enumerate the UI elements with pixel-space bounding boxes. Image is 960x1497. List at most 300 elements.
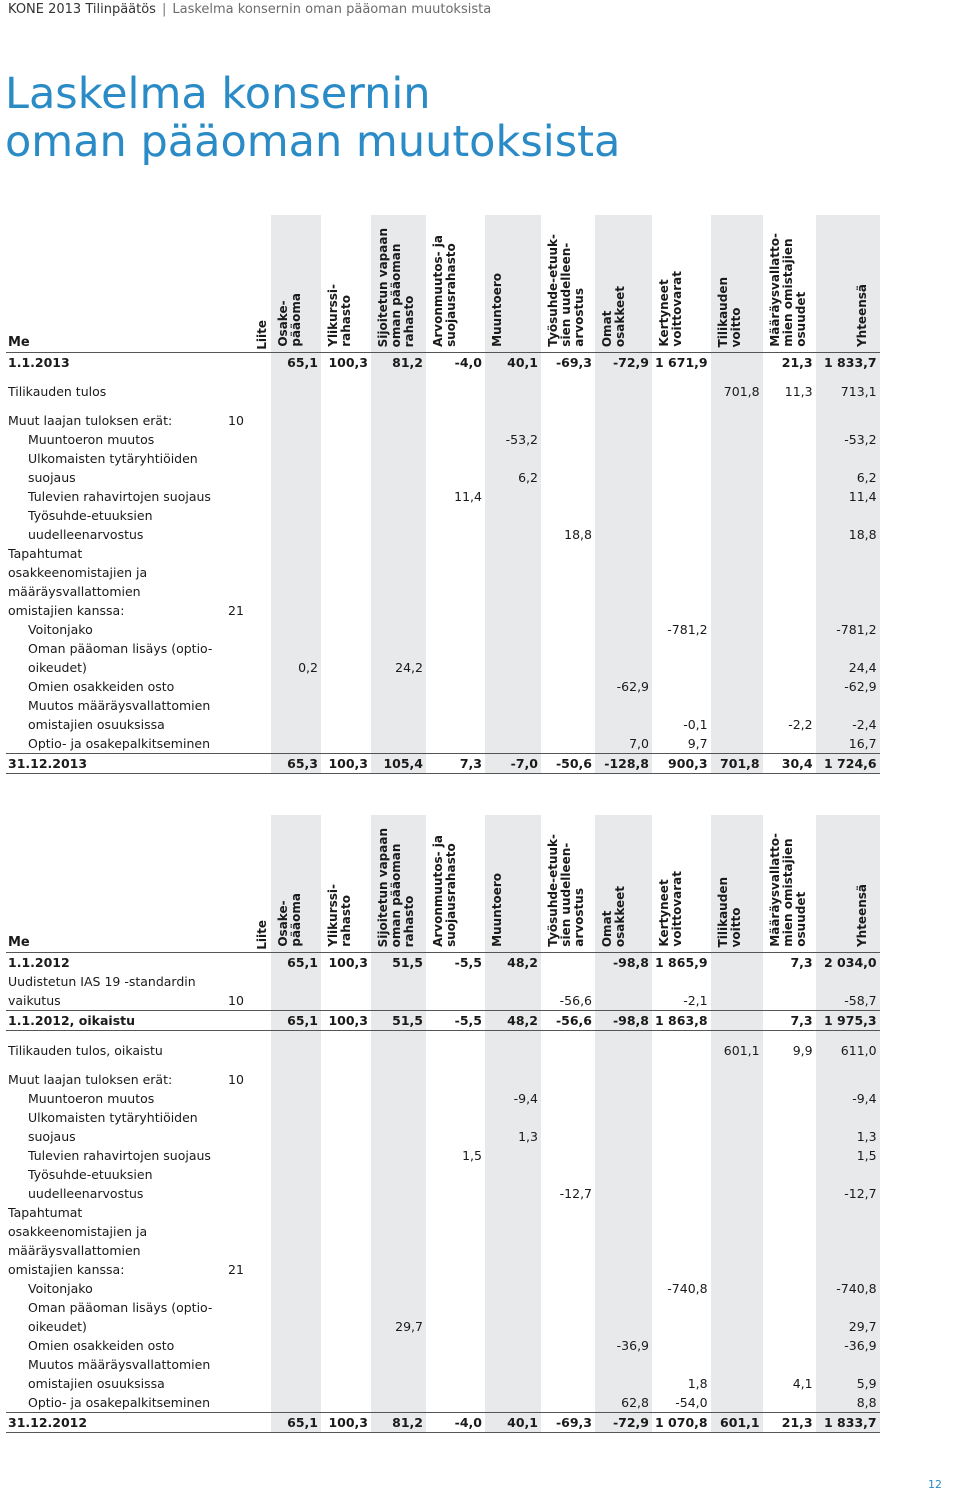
value-cell-tyosuhde: -69,3 [541, 353, 595, 373]
value-cell-kertyneet [652, 1298, 711, 1336]
value-cell-ylikurssi: 100,3 [321, 1413, 371, 1433]
value-cell-ylikurssi [321, 487, 371, 506]
spacer-cell [816, 1031, 880, 1042]
value-cell-arvonmuutos: 1,5 [462, 1148, 482, 1163]
spacer-cell [6, 372, 271, 382]
header-doc-title: KONE 2013 Tilinpäätös [8, 2, 156, 17]
spacer-cell [816, 372, 880, 382]
column-header-tilikauden-text: Tilikauden voitto [715, 276, 743, 347]
value-cell-yhteensa: 713,1 [816, 382, 880, 401]
spacer-cell [485, 1031, 541, 1042]
row-label-cell [6, 1041, 271, 1060]
value-cell-arvonmuutos [426, 620, 485, 639]
value-cell-arvonmuutos [426, 734, 485, 754]
value-cell-kertyneet [652, 1070, 711, 1089]
value-cell-arvonmuutos [426, 506, 485, 544]
value-cell-arvonmuutos: -4,0 [426, 353, 485, 373]
value-cell-muuntoero [485, 1279, 541, 1298]
table-row [6, 382, 880, 401]
value-cell-omat [595, 1070, 652, 1089]
value-cell-muuntoero [485, 1298, 541, 1336]
spacer-cell [652, 1060, 711, 1070]
table-row [6, 1298, 880, 1336]
spacer-cell [595, 401, 652, 411]
value-cell-ylikurssi [321, 1089, 371, 1108]
value-cell-tyosuhde [541, 1298, 595, 1336]
row-liite: 10 [228, 993, 244, 1008]
value-cell-tilikauden [711, 734, 763, 754]
value-cell-arvonmuutos: 11,4 [454, 489, 482, 504]
spacer-cell [321, 1031, 371, 1042]
value-cell-tilikauden [711, 1108, 763, 1146]
spacer-cell [816, 401, 880, 411]
row-label-cell [6, 506, 271, 544]
value-cell-muuntoero [485, 677, 541, 696]
value-cell-muuntoero [485, 1146, 541, 1165]
value-cell-kertyneet [652, 1108, 711, 1146]
column-header-yhteensa-text: Yhteensä [854, 883, 869, 947]
value-cell-muuntoero: 48,2 [485, 953, 541, 973]
value-cell-yhteensa [816, 544, 880, 620]
value-cell-yhteensa: -740,8 [816, 1279, 880, 1298]
value-cell-omat: -98,8 [595, 953, 652, 973]
value-cell-tilikauden: 701,8 [711, 382, 763, 401]
value-cell-tyosuhde [541, 487, 595, 506]
value-cell-muuntoero [485, 544, 541, 620]
value-cell-muuntoero [485, 1336, 541, 1355]
table-row [6, 734, 880, 754]
row-label-cell [6, 1165, 271, 1203]
spacer-cell [711, 1060, 763, 1070]
value-cell-maaraysvallattomien: 21,3 [763, 1413, 816, 1433]
row-label-cell [6, 1146, 271, 1165]
spacer-cell [271, 401, 321, 411]
row-label-cell [6, 353, 271, 373]
row-label: Muut laajan tuloksen erät: [8, 1072, 173, 1087]
column-header-tyosuhde [541, 215, 595, 353]
value-cell-muuntoero [485, 734, 541, 754]
column-header-ylikurssi [321, 215, 371, 353]
value-cell-arvonmuutos [426, 430, 485, 449]
value-cell-muuntoero [485, 620, 541, 639]
value-cell-sijoitetun [371, 411, 426, 430]
spacer-cell [426, 1060, 485, 1070]
value-cell-arvonmuutos [426, 972, 485, 1011]
value-cell-sijoitetun [371, 487, 426, 506]
value-cell-kertyneet [652, 1336, 711, 1355]
row-label: Muut laajan tuloksen erät: [8, 413, 173, 428]
value-cell-osake [271, 734, 321, 754]
value-cell-kertyneet: -0,1 [683, 717, 708, 732]
value-cell-yhteensa: 1 975,3 [816, 1011, 880, 1031]
column-header-ylikurssi [321, 815, 371, 953]
value-cell-tyosuhde [541, 449, 595, 487]
spacer-cell [711, 372, 763, 382]
row-label: Uudistetun IAS 19 -standardin vaikutus [8, 974, 196, 1008]
value-cell-yhteensa [816, 1203, 880, 1279]
value-cell-muuntoero [485, 487, 541, 506]
value-cell-muuntoero [485, 1355, 541, 1393]
value-cell-tilikauden [711, 506, 763, 544]
table-row [6, 1355, 880, 1393]
value-cell-omat [595, 1165, 652, 1203]
value-cell-sijoitetun: 24,2 [371, 639, 426, 677]
value-cell-tilikauden [711, 677, 763, 696]
value-cell-tilikauden [711, 1165, 763, 1203]
value-cell-kertyneet [652, 449, 711, 487]
row-label-cell [6, 620, 271, 639]
value-cell-maaraysvallattomien [763, 1089, 816, 1108]
value-cell-arvonmuutos [426, 449, 485, 487]
value-cell-tilikauden [711, 1336, 763, 1355]
spacer-cell [711, 401, 763, 411]
row-label: Voitonjako [28, 1281, 93, 1296]
value-cell-muuntoero [485, 1041, 541, 1060]
value-cell-omat: -72,9 [595, 353, 652, 373]
value-cell-osake: 65,1 [271, 1413, 321, 1433]
value-cell-kertyneet: 1 865,9 [652, 953, 711, 973]
value-cell-osake [271, 1203, 321, 1279]
spacer-cell [6, 401, 271, 411]
value-cell-ylikurssi [321, 972, 371, 1011]
value-cell-arvonmuutos [426, 1336, 485, 1355]
value-cell-arvonmuutos: -5,5 [426, 1011, 485, 1031]
row-label: Tapahtumat osakkeenomistajien ja määräysvallattomien omistajien kanssa: [8, 546, 148, 618]
value-cell-arvonmuutos [426, 411, 485, 430]
value-cell-maaraysvallattomien [763, 449, 816, 487]
table-row [6, 696, 880, 734]
row-label: Muuntoeron muutos [28, 432, 155, 447]
value-cell-sijoitetun: 81,2 [371, 353, 426, 373]
value-cell-omat [595, 544, 652, 620]
value-cell-yhteensa: 5,9 [816, 1355, 880, 1393]
column-header-tilikauden [711, 815, 763, 953]
table-row [6, 1393, 880, 1413]
value-cell-sijoitetun [371, 1393, 426, 1413]
value-cell-yhteensa: -53,2 [816, 430, 880, 449]
value-cell-sijoitetun [371, 1041, 426, 1060]
value-cell-tilikauden [711, 972, 763, 1011]
value-cell-osake [271, 506, 321, 544]
value-cell-tyosuhde [541, 639, 595, 677]
column-header-sijoitetun [371, 815, 426, 953]
value-cell-muuntoero [485, 1393, 541, 1413]
value-cell-sijoitetun: 81,2 [371, 1413, 426, 1433]
column-header-omat [595, 215, 652, 353]
value-cell-maaraysvallattomien: 30,4 [763, 754, 816, 774]
row-label: Tilikauden tulos [8, 384, 107, 399]
value-cell-yhteensa: -36,9 [816, 1336, 880, 1355]
spacer-cell [6, 1031, 271, 1042]
value-cell-maaraysvallattomien [763, 1336, 816, 1355]
table-row [6, 1070, 880, 1089]
row-label-cell [6, 1203, 271, 1279]
value-cell-muuntoero: 48,2 [485, 1011, 541, 1031]
value-cell-tyosuhde [541, 1279, 595, 1298]
value-cell-sijoitetun [371, 1089, 426, 1108]
value-cell-omat [595, 639, 652, 677]
spacer-cell [541, 401, 595, 411]
row-label: 31.12.2012 [8, 1415, 88, 1430]
column-header-osake-text: Osake- pääoma [276, 293, 303, 347]
value-cell-tyosuhde [541, 1146, 595, 1165]
value-cell-arvonmuutos: -4,0 [426, 1413, 485, 1433]
value-cell-osake [271, 487, 321, 506]
table-row [6, 972, 880, 1011]
value-cell-arvonmuutos [426, 382, 485, 401]
value-cell-muuntoero [485, 696, 541, 734]
table-row [6, 1146, 880, 1165]
value-cell-maaraysvallattomien [763, 1165, 816, 1203]
value-cell-ylikurssi [321, 1279, 371, 1298]
value-cell-omat: 7,0 [595, 734, 652, 754]
value-cell-tyosuhde [541, 1108, 595, 1146]
column-header-kertyneet [652, 215, 711, 353]
value-cell-omat [595, 1279, 652, 1298]
value-cell-osake: 65,1 [271, 1011, 321, 1031]
value-cell-tyosuhde: -50,6 [541, 754, 595, 774]
row-label-cell [6, 487, 271, 506]
column-header-maaraysvallattomien [763, 815, 816, 953]
value-cell-arvonmuutos [426, 1393, 485, 1413]
column-header-sijoitetun [371, 215, 426, 353]
value-cell-yhteensa: -781,2 [816, 620, 880, 639]
row-label-cell [6, 1298, 271, 1336]
value-cell-maaraysvallattomien: -2,2 [788, 717, 813, 732]
value-cell-kertyneet: 900,3 [652, 754, 711, 774]
value-cell-muuntoero: -53,2 [485, 430, 541, 449]
column-header-liite: Liite [255, 920, 269, 950]
table-row [6, 1336, 880, 1355]
column-header-arvonmuutos [426, 215, 485, 353]
table-row [6, 953, 880, 973]
value-cell-tyosuhde [541, 677, 595, 696]
value-cell-tilikauden [711, 1298, 763, 1336]
table-row [6, 1089, 880, 1108]
page-title-line-1: Laskelma konsernin [5, 69, 431, 119]
value-cell-osake [271, 1070, 321, 1089]
value-cell-tilikauden [711, 1146, 763, 1165]
row-liite: 10 [228, 1072, 244, 1087]
column-header-maaraysvallattomien-text: Määräysvallatto- mien omistajien osuudet [767, 233, 808, 347]
spacer-cell [485, 1060, 541, 1070]
value-cell-maaraysvallattomien: 11,3 [784, 384, 813, 399]
value-cell-omat [595, 1041, 652, 1060]
row-label-cell [6, 1393, 271, 1413]
value-cell-sijoitetun [371, 1070, 426, 1089]
value-cell-kertyneet: 1 070,8 [652, 1413, 711, 1433]
value-cell-sijoitetun [371, 1279, 426, 1298]
value-cell-sijoitetun [371, 1336, 426, 1355]
value-cell-ylikurssi [321, 449, 371, 487]
value-cell-kertyneet [652, 411, 711, 430]
row-label-cell [6, 1011, 271, 1031]
value-cell-yhteensa: 16,7 [816, 734, 880, 754]
value-cell-maaraysvallattomien [763, 544, 816, 620]
value-cell-yhteensa: 29,7 [816, 1298, 880, 1336]
value-cell-omat [595, 1146, 652, 1165]
spacer-cell [763, 401, 816, 411]
spacer-cell [595, 1031, 652, 1042]
value-cell-kertyneet [652, 506, 711, 544]
value-cell-osake: 0,2 [271, 639, 321, 677]
column-header-omat-text: Omat osakkeet [600, 285, 627, 347]
value-cell-ylikurssi [321, 734, 371, 754]
table-row [6, 544, 880, 620]
value-cell-maaraysvallattomien [763, 639, 816, 677]
value-cell-ylikurssi [321, 1070, 371, 1089]
table-row [6, 639, 880, 677]
value-cell-sijoitetun [371, 506, 426, 544]
value-cell-omat [595, 972, 652, 1011]
value-cell-ylikurssi [321, 1203, 371, 1279]
value-cell-sijoitetun [371, 430, 426, 449]
column-header-sijoitetun-text: Sijoitetun vapaan oman pääoman rahasto [376, 827, 416, 947]
value-cell-tyosuhde [541, 696, 595, 734]
value-cell-kertyneet [652, 430, 711, 449]
row-label-cell [6, 1413, 271, 1433]
column-header-omat-text: Omat osakkeet [600, 885, 627, 947]
column-header-osake [271, 815, 321, 953]
value-cell-tyosuhde [541, 1070, 595, 1089]
table-row [6, 1041, 880, 1060]
value-cell-tilikauden [711, 696, 763, 734]
column-header-arvonmuutos-text: Arvonmuutos- ja suojausrahasto [431, 235, 458, 347]
document-header [8, 2, 491, 17]
value-cell-tilikauden [711, 620, 763, 639]
value-cell-kertyneet [652, 677, 711, 696]
spacer-row [6, 401, 880, 411]
value-cell-tilikauden: 701,8 [711, 754, 763, 774]
value-cell-osake [271, 1165, 321, 1203]
row-liite: 10 [228, 413, 244, 428]
value-cell-sijoitetun [371, 620, 426, 639]
value-cell-arvonmuutos [426, 1165, 485, 1203]
row-label-cell [6, 734, 271, 754]
row-label: Optio- ja osakepalkitseminen [28, 736, 210, 751]
value-cell-tilikauden [711, 430, 763, 449]
value-cell-arvonmuutos [426, 1089, 485, 1108]
value-cell-sijoitetun [371, 1165, 426, 1203]
value-cell-yhteensa: 2 034,0 [816, 953, 880, 973]
value-cell-muuntoero [485, 639, 541, 677]
value-cell-muuntoero: 40,1 [485, 1413, 541, 1433]
column-header-arvonmuutos [426, 815, 485, 953]
spacer-row [6, 1031, 880, 1042]
value-cell-ylikurssi: 100,3 [321, 353, 371, 373]
value-cell-ylikurssi: 100,3 [321, 953, 371, 973]
value-cell-ylikurssi [321, 677, 371, 696]
value-cell-osake [271, 411, 321, 430]
value-cell-ylikurssi [321, 1146, 371, 1165]
value-cell-osake [271, 696, 321, 734]
row-label: Ulkomaisten tytäryhtiöiden suojaus [28, 1110, 198, 1144]
value-cell-muuntoero [485, 1165, 541, 1203]
value-cell-kertyneet: 9,7 [687, 736, 708, 751]
spacer-cell [541, 1031, 595, 1042]
spacer-cell [541, 1060, 595, 1070]
value-cell-sijoitetun: 51,5 [371, 1011, 426, 1031]
value-cell-tilikauden [711, 544, 763, 620]
value-cell-omat [595, 506, 652, 544]
row-label: Tulevien rahavirtojen suojaus [28, 489, 211, 504]
value-cell-omat [595, 1089, 652, 1108]
value-cell-yhteensa: 1 833,7 [816, 1413, 880, 1433]
spacer-cell [763, 1060, 816, 1070]
table-row [6, 430, 880, 449]
spacer-cell [595, 372, 652, 382]
row-label-cell [6, 430, 271, 449]
value-cell-arvonmuutos [426, 696, 485, 734]
column-header-ylikurssi-text: Ylikurssi- rahasto [326, 284, 353, 347]
value-cell-osake [271, 382, 321, 401]
value-cell-osake: 65,1 [271, 353, 321, 373]
value-cell-maaraysvallattomien [763, 1393, 816, 1413]
row-label: Tilikauden tulos, oikaistu [8, 1043, 163, 1058]
value-cell-tyosuhde [541, 1089, 595, 1108]
value-cell-muuntoero [485, 1203, 541, 1279]
value-cell-maaraysvallattomien [763, 506, 816, 544]
value-cell-kertyneet [652, 1089, 711, 1108]
value-cell-tilikauden [711, 353, 763, 373]
value-cell-osake [271, 1279, 321, 1298]
value-cell-muuntoero [485, 382, 541, 401]
value-cell-kertyneet [652, 1146, 711, 1165]
value-cell-osake [271, 430, 321, 449]
value-cell-tyosuhde: -56,6 [559, 993, 592, 1008]
spacer-cell [371, 1060, 426, 1070]
row-label: Muuntoeron muutos [28, 1091, 155, 1106]
value-cell-arvonmuutos [426, 1298, 485, 1336]
value-cell-muuntoero: -7,0 [485, 754, 541, 774]
value-cell-arvonmuutos [426, 677, 485, 696]
row-label-cell [6, 953, 271, 973]
value-cell-omat [595, 411, 652, 430]
value-cell-omat [595, 430, 652, 449]
value-cell-arvonmuutos: 7,3 [426, 754, 485, 774]
value-cell-muuntoero [485, 1070, 541, 1089]
value-cell-kertyneet [652, 1203, 711, 1279]
table-row [6, 506, 880, 544]
value-cell-tyosuhde [541, 1355, 595, 1393]
row-label: 1.1.2012, oikaistu [8, 1013, 136, 1028]
value-cell-yhteensa: -12,7 [816, 1165, 880, 1203]
column-header-maaraysvallattomien-text: Määräysvallatto- mien omistajien osuudet [767, 833, 808, 947]
column-header-osake-text: Osake- pääoma [276, 893, 303, 947]
value-cell-tilikauden [711, 953, 763, 973]
value-cell-yhteensa: 1,3 [816, 1108, 880, 1146]
value-cell-tyosuhde: -56,6 [541, 1011, 595, 1031]
value-cell-maaraysvallattomien [763, 734, 816, 754]
value-cell-arvonmuutos: -5,5 [426, 953, 485, 973]
column-header-sijoitetun-text: Sijoitetun vapaan oman pääoman rahasto [376, 227, 416, 347]
row-label: Tulevien rahavirtojen suojaus [28, 1148, 211, 1163]
row-label-cell [6, 449, 271, 487]
value-cell-arvonmuutos [426, 1041, 485, 1060]
value-cell-tyosuhde [541, 1203, 595, 1279]
value-cell-maaraysvallattomien [763, 1146, 816, 1165]
value-cell-sijoitetun: 105,4 [371, 754, 426, 774]
value-cell-omat: -62,9 [595, 677, 652, 696]
value-cell-muuntoero: 6,2 [485, 449, 541, 487]
value-cell-osake [271, 1041, 321, 1060]
value-cell-ylikurssi [321, 639, 371, 677]
value-cell-tilikauden [711, 411, 763, 430]
value-cell-ylikurssi [321, 1041, 371, 1060]
value-cell-sijoitetun [371, 696, 426, 734]
spacer-cell [6, 1060, 271, 1070]
spacer-cell [485, 372, 541, 382]
